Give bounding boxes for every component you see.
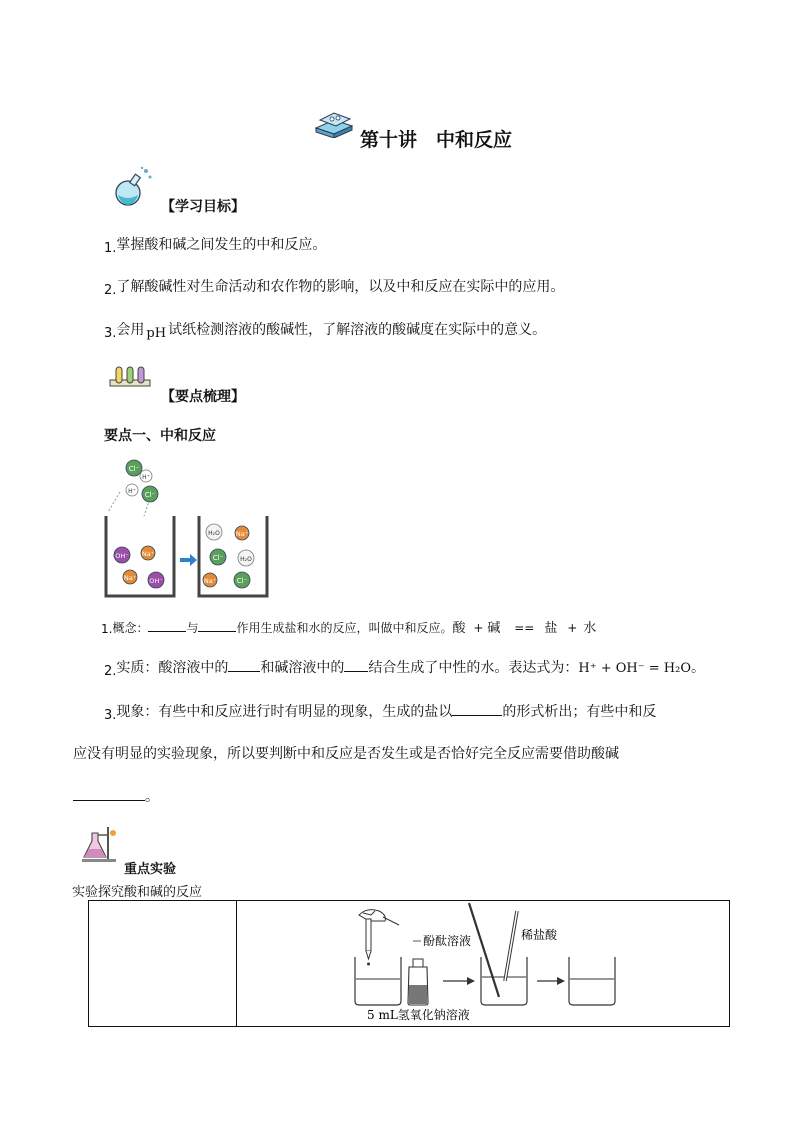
ion-right-h2o-2: H₂O bbox=[240, 556, 252, 563]
ion-drop-cl-2: Cl⁻ bbox=[144, 491, 156, 499]
experiment-diagram-cell bbox=[237, 901, 730, 1027]
books-icon bbox=[314, 110, 354, 138]
experiment-apparatus-icon bbox=[80, 825, 120, 863]
ion-drop-h-1: H⁺ bbox=[142, 474, 150, 481]
points-header: 【要点梳理】 bbox=[161, 389, 245, 405]
ion-left-oh-2: OH⁻ bbox=[149, 577, 163, 585]
objective-item-1: 1.掌握酸和碱之间发生的中和反应。 bbox=[104, 237, 327, 256]
label-indicator: 酚酞溶液 bbox=[423, 934, 472, 948]
test-tubes-icon bbox=[108, 364, 152, 390]
essence-line: 2.实质：酸溶液中的 和碱溶液中的 结合生成了中性的水。表达式为：H⁺ + OH⁻ = H₂O。 bbox=[104, 660, 705, 679]
blank-indicator[interactable] bbox=[73, 788, 145, 801]
objective-item-2: 2.了解酸碱性对生命活动和农作物的影响，以及中和反应在实际中的应用。 bbox=[104, 279, 565, 298]
ion-right-na-1: Na⁺ bbox=[235, 530, 249, 538]
table-row bbox=[89, 901, 730, 1027]
page-title: 第十讲 中和反应 bbox=[360, 129, 513, 151]
ion-drop-h-2: H⁺ bbox=[128, 488, 136, 495]
blank-base-ion[interactable] bbox=[344, 659, 368, 672]
concept-line: 1.概念： 与 作用生成盐和水的反应，叫做中和反应。酸 + 碱 == 盐 + 水 bbox=[101, 621, 597, 636]
flask-icon bbox=[108, 165, 156, 207]
ion-right-na-2: Na⁺ bbox=[203, 577, 217, 585]
objective-item-3: 3.会用 pH 试纸检测溶液的酸碱性，了解溶液的酸碱度在实际中的意义。 bbox=[104, 322, 547, 341]
objectives-header: 【学习目标】 bbox=[161, 199, 245, 215]
ion-right-cl-2: Cl⁻ bbox=[236, 577, 248, 585]
phenomenon-line-3: 。 bbox=[73, 786, 159, 806]
blank-acid[interactable] bbox=[148, 619, 186, 632]
blank-salt-form[interactable] bbox=[452, 703, 502, 716]
experiment-header: 重点实验 bbox=[124, 862, 177, 877]
ion-left-oh-1: OH⁻ bbox=[115, 552, 129, 560]
ion-right-cl-1: Cl⁻ bbox=[212, 554, 224, 562]
ion-left-na-1: Na⁺ bbox=[141, 550, 155, 558]
section-neutralization: 要点一、中和反应 bbox=[104, 428, 216, 444]
ion-left-na-2: Na⁺ bbox=[123, 574, 137, 582]
experiment-name-cell bbox=[89, 901, 237, 1027]
label-base: 5 mL氢氧化钠溶液 bbox=[367, 1008, 470, 1022]
ionic-equation: H⁺ + OH⁻ = H₂O bbox=[578, 661, 691, 676]
ion-right-h2o-1: H₂O bbox=[208, 530, 220, 537]
blank-acid-ion[interactable] bbox=[228, 659, 260, 672]
neutralization-ion-diagram bbox=[100, 456, 275, 602]
blank-base[interactable] bbox=[198, 619, 236, 632]
phenomenon-line-2: 应没有明显的实验现象，所以要判断中和反应是否发生或是否恰好完全反应需要借助酸碱 bbox=[73, 746, 619, 762]
experiment-diagram bbox=[237, 901, 729, 1022]
ion-drop-cl-1: Cl⁻ bbox=[128, 465, 140, 473]
phenomenon-line-1: 3.现象：有些中和反应进行时有明显的现象，生成的盐以 的形式析出；有些中和反 bbox=[104, 704, 657, 723]
experiment-table bbox=[88, 900, 730, 1027]
label-acid: 稀盐酸 bbox=[521, 928, 558, 942]
experiment-caption: 实验探究酸和碱的反应 bbox=[72, 885, 203, 900]
